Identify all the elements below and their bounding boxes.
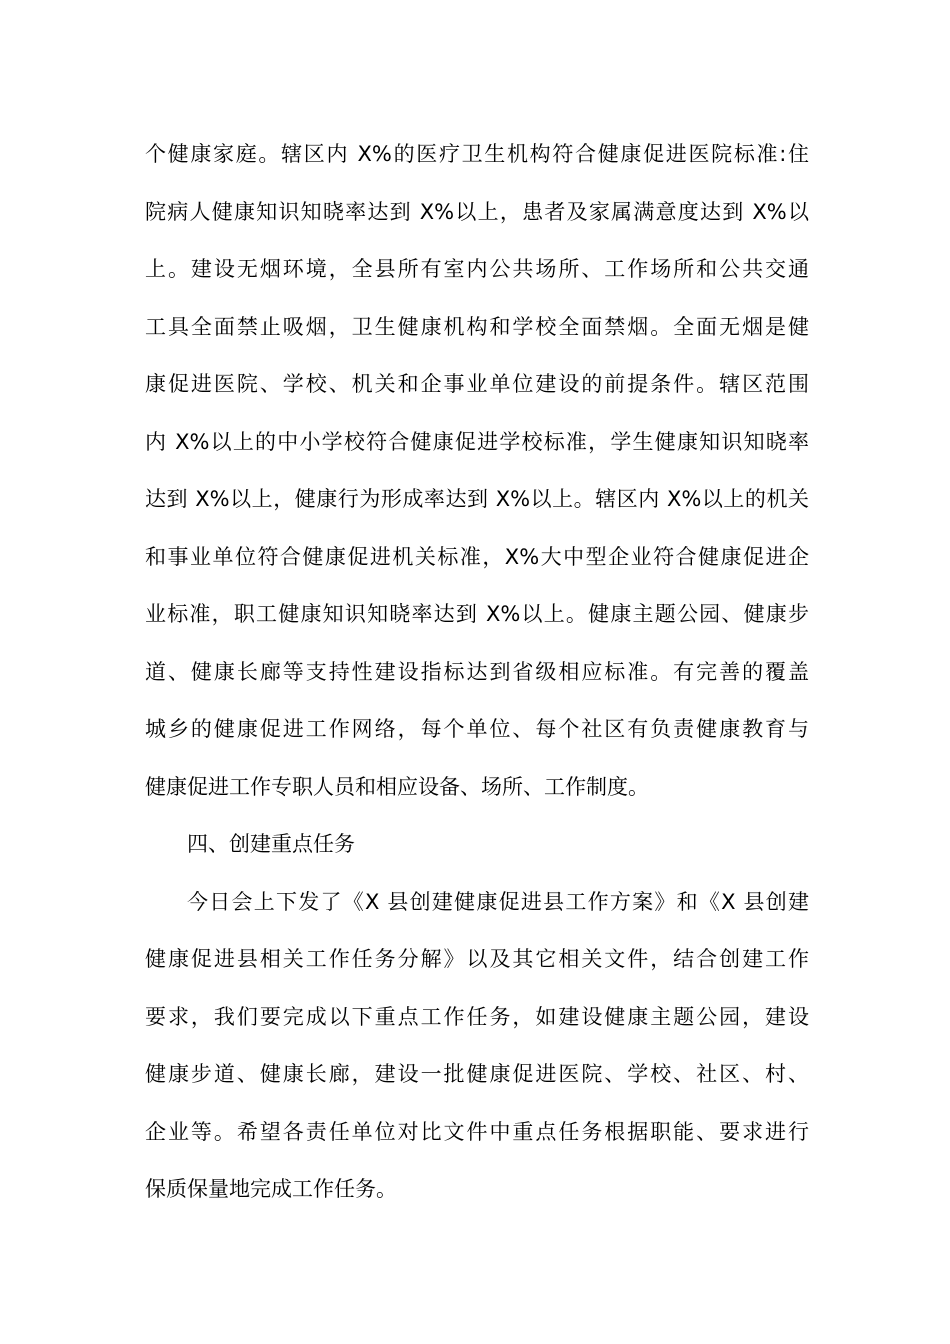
section-heading: 四、创建重点任务	[187, 832, 355, 856]
text-line: 健康促进工作专职人员和相应设备、场所、工作制度。	[145, 774, 649, 799]
text-line: 院病人健康知识知晓率达到 X%以上，患者及家属满意度达到 X%以	[145, 199, 809, 224]
text-line: 达到 X%以上，健康行为形成率达到 X%以上。辖区内 X%以上的机关	[145, 487, 809, 511]
text-line: 康促进医院、学校、机关和企事业单位建设的前提条件。辖区范围	[145, 372, 809, 396]
text-line: 要求，我们要完成以下重点工作任务，如建设健康主题公园，建设	[145, 1004, 809, 1029]
text-line: 今日会上下发了《X 县创建健康促进县工作方案》和《X 县创建	[187, 889, 809, 914]
text-line: 内 X%以上的中小学校符合健康促进学校标准，学生健康知识知晓率	[145, 429, 809, 454]
text-line: 保质保量地完成工作任务。	[145, 1177, 397, 1201]
paragraph-key-tasks	[145, 874, 809, 1219]
text-line: 个健康家庭。辖区内 X%的医疗卫生机构符合健康促进医院标准:住	[145, 142, 809, 166]
text-line: 健康促进县相关工作任务分解》以及其它相关文件，结合创建工作	[145, 947, 809, 971]
text-line: 企业等。希望各责任单位对比文件中重点任务根据职能、要求进行	[145, 1119, 809, 1144]
text-line: 业标准，职工健康知识知晓率达到 X%以上。健康主题公园、健康步	[145, 602, 809, 626]
paragraph-health-standards	[145, 126, 809, 816]
text-line: 健康步道、健康长廊，建设一批健康促进医院、学校、社区、村、	[145, 1062, 809, 1086]
text-line: 工具全面禁止吸烟，卫生健康机构和学校全面禁烟。全面无烟是健	[145, 314, 809, 339]
text-line: 城乡的健康促进工作网络，每个单位、每个社区有负责健康教育与	[145, 717, 809, 741]
text-line: 和事业单位符合健康促进机关标准，X%大中型企业符合健康促进企	[145, 544, 809, 569]
text-line: 上。建设无烟环境，全县所有室内公共场所、工作场所和公共交通	[145, 257, 809, 281]
text-line: 道、健康长廊等支持性建设指标达到省级相应标准。有完善的覆盖	[145, 659, 809, 684]
document-body	[145, 126, 809, 1219]
